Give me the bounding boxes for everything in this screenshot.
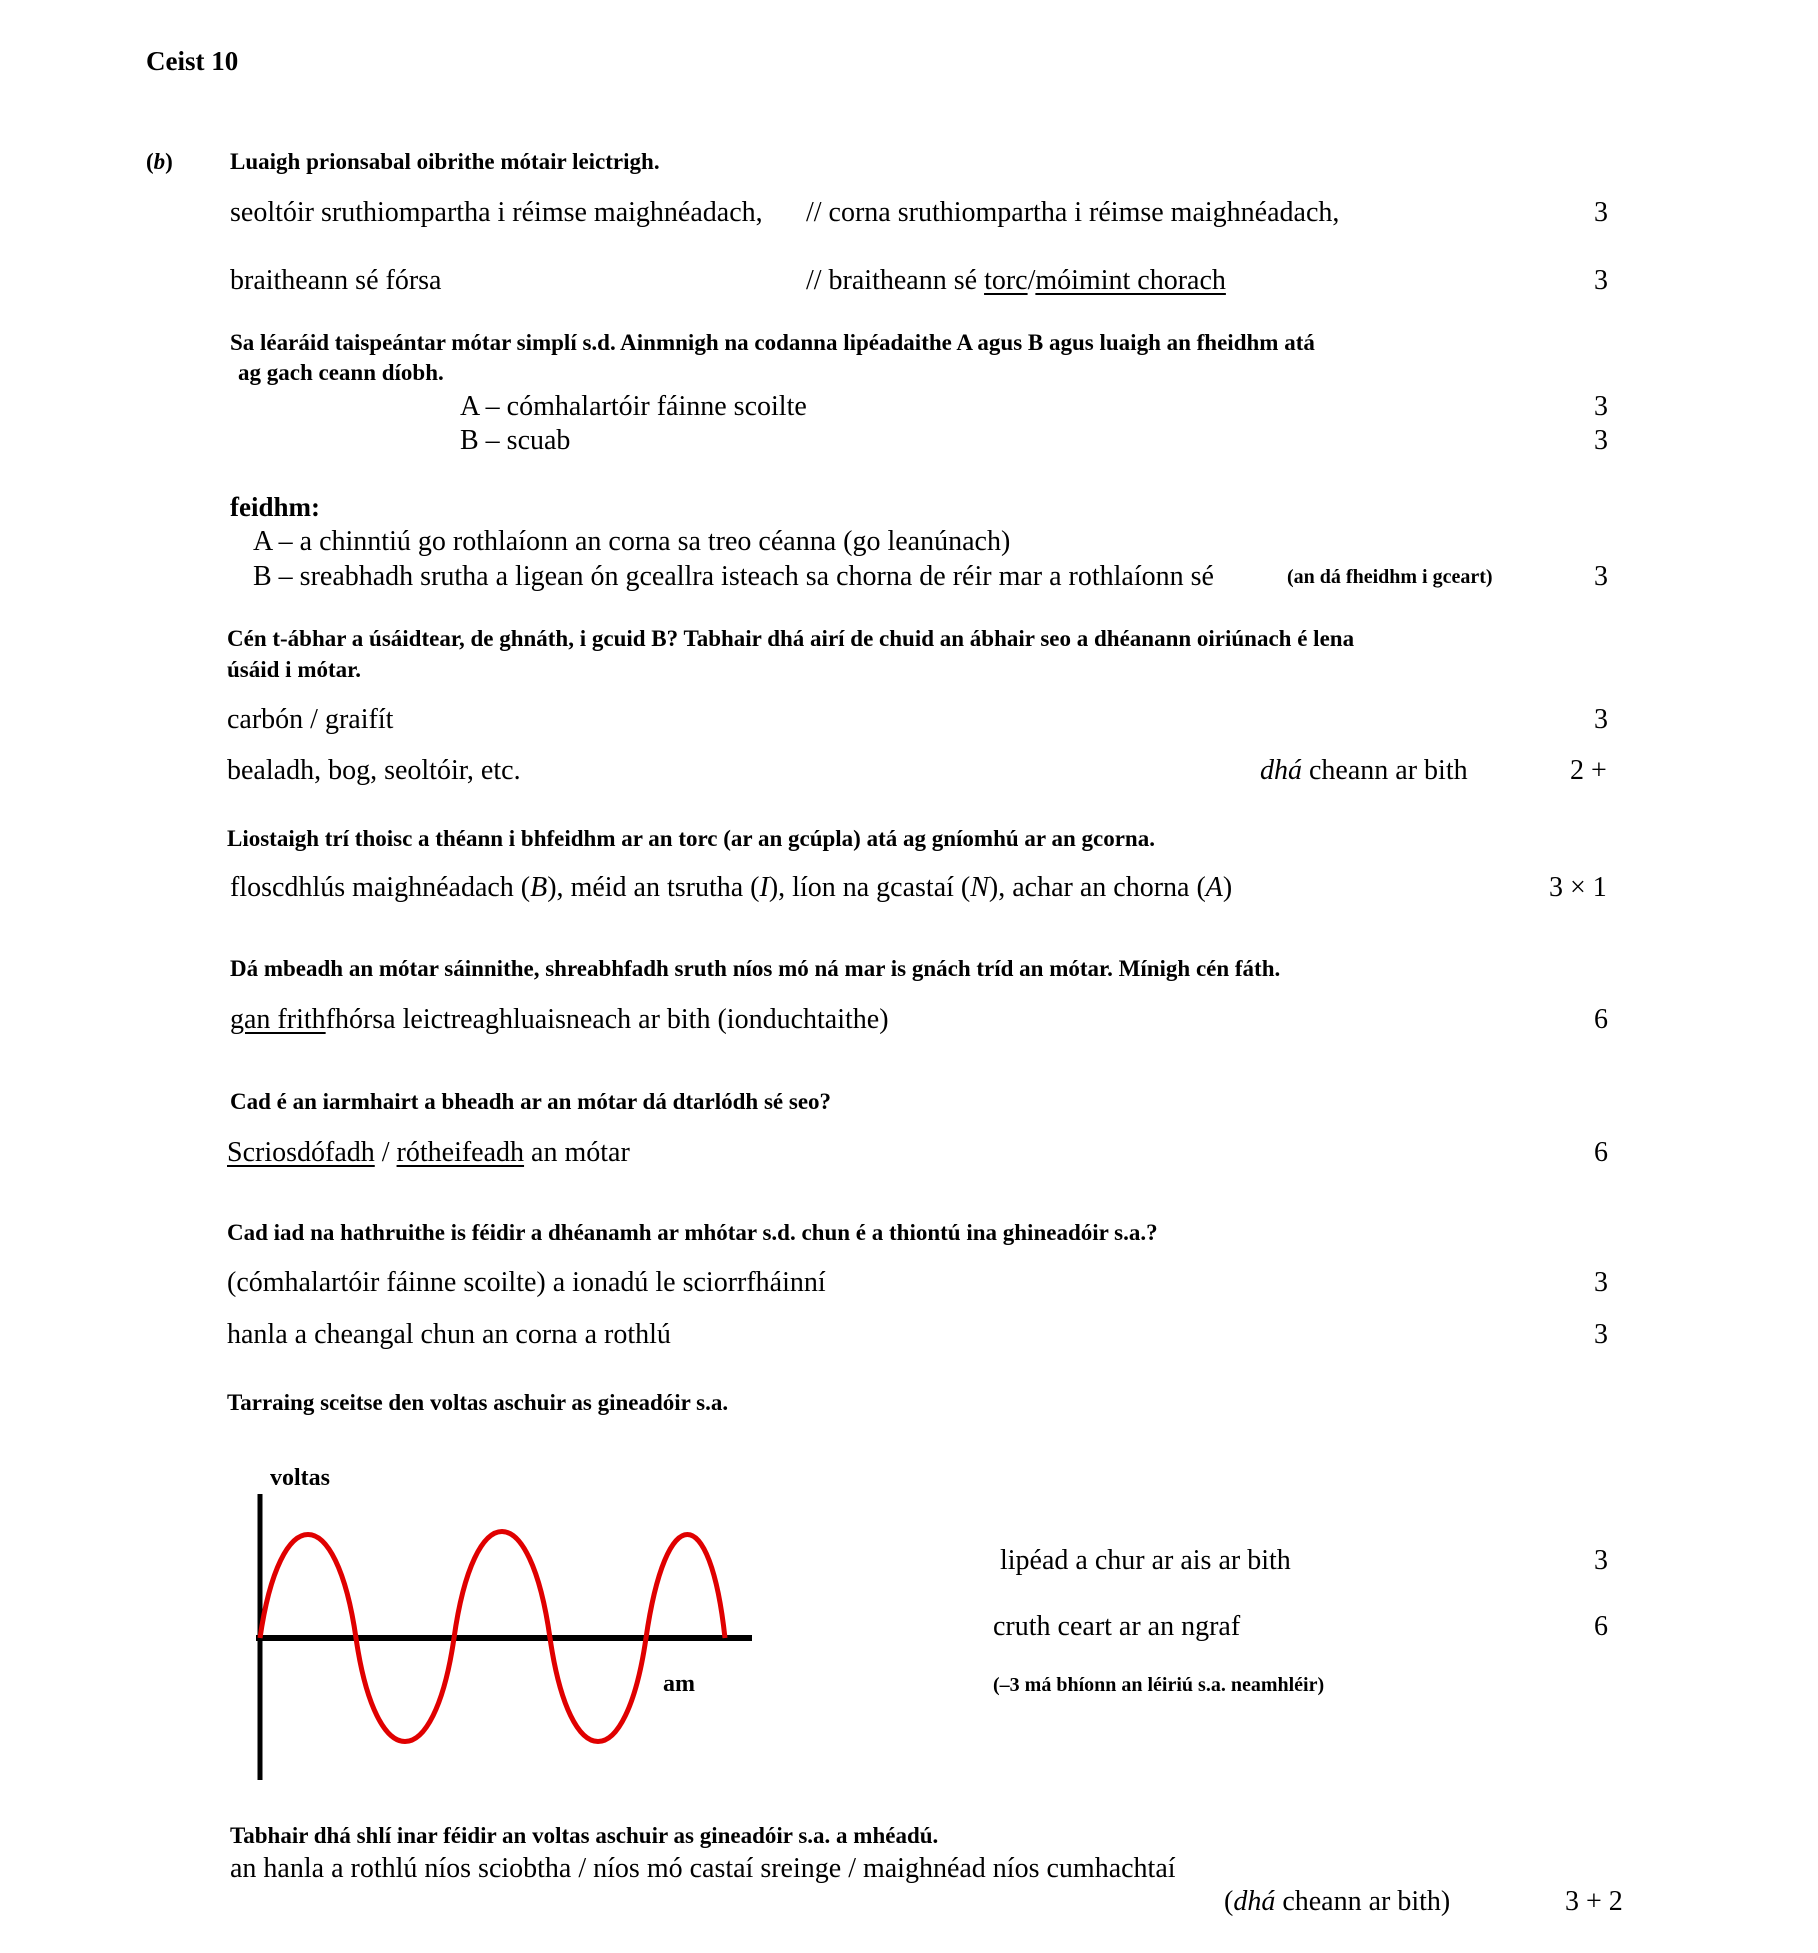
q9-answer: an hanla a rothlú níos sciobtha / níos mó castaí sreinge / maighnéad níos cumhachtaí	[230, 1853, 1176, 1884]
q7-answer1: (cómhalartóir fáinne scoilte) a ionadú le sciorrfháinní	[227, 1267, 826, 1298]
q4-part: floscdhlús maighnéadach (	[230, 872, 531, 903]
q6-answer	[227, 1139, 630, 1167]
q2-answer-b: B – scuab	[460, 425, 571, 456]
q9-note	[1224, 1888, 1450, 1916]
q2-function-note: (an dá fheidhm i gceart)	[1287, 566, 1493, 588]
q1-alt-prefix: // braitheann sé	[806, 265, 985, 296]
q4-part: líon na gcastaí (	[792, 872, 971, 903]
q6-answer-u2: rótheifeadh	[396, 1137, 525, 1168]
q5-prompt: Dá mbeadh an mótar sáinnithe, shreabhfadh sruth níos mó ná mar is gnách tríd an mótar. Mínigh cén fáth.	[230, 956, 1281, 981]
ac-voltage-graph	[240, 1450, 780, 1790]
q4-symbol: I	[759, 872, 769, 903]
q2-answer-a: A – cómhalartóir fáinne scoilte	[460, 391, 807, 422]
q9-mark: 3 + 2	[1565, 1886, 1623, 1917]
q5-mark: 6	[1594, 1004, 1608, 1035]
q3-prompt-line1: Cén t-ábhar a úsáidtear, de ghnáth, i gcuid B? Tabhair dhá airí de chuid an ábhair seo a dhéanann oiriúnach é lena	[227, 626, 1355, 651]
q2-function-b: B – sreabhadh srutha a ligean ón gceallra isteach sa chorna de réir mar a rothlaíonn sé	[253, 561, 1214, 592]
q1-alt-sep: /	[1027, 265, 1036, 296]
q8-mark1: 3	[1594, 1545, 1608, 1576]
q1-answer2-alt	[806, 267, 1226, 295]
x-axis-label: am	[663, 1671, 695, 1697]
q7-mark1: 3	[1594, 1267, 1608, 1298]
q1-mark2: 3	[1594, 265, 1608, 296]
q2-mark-a: 3	[1594, 391, 1608, 422]
q6-answer-sep: /	[374, 1137, 397, 1168]
q6-mark: 6	[1594, 1137, 1608, 1168]
q4-mark: 3 × 1	[1549, 872, 1607, 903]
q9-note-rest: cheann ar bith)	[1275, 1886, 1451, 1917]
q3-prompt-line2: úsáid i mótar.	[227, 657, 361, 682]
q9-note-italic: dhá	[1233, 1886, 1276, 1917]
part-label: (b)	[146, 149, 173, 174]
q1-answer1: seoltóir sruthiompartha i réimse maighnéadach,	[230, 197, 763, 228]
q4-part-end: ),	[988, 872, 1013, 903]
q6-answer-u1: Scriosdófadh	[227, 1137, 375, 1168]
q3-mark2: 2 +	[1570, 755, 1607, 786]
q2-function-mark: 3	[1594, 561, 1608, 592]
q5-answer-rest: fhórsa leictreaghluaisneach ar bith (ionduchtaithe)	[325, 1004, 889, 1035]
q3-note-rest: cheann ar bith	[1302, 755, 1468, 786]
q9-prompt: Tabhair dhá shlí inar féidir an voltas aschuir as gineadóir s.a. a mhéadú.	[230, 1823, 939, 1848]
q5-answer	[230, 1006, 889, 1034]
q4-symbol: A	[1205, 872, 1223, 903]
q6-answer-rest: an mótar	[524, 1137, 630, 1168]
q4-answer	[230, 874, 1232, 902]
q8-criteria1: lipéad a chur ar ais ar bith	[1000, 1545, 1291, 1576]
q2-prompt-line2: ag gach ceann díobh.	[238, 360, 444, 385]
q2-function-label: feidhm:	[230, 492, 320, 522]
part-letter: b	[153, 149, 166, 174]
q3-note-italic: dhá	[1260, 755, 1302, 786]
q1-answer1-alt: // corna sruthiompartha i réimse maighnéadach,	[806, 197, 1340, 228]
q3-mark1: 3	[1594, 704, 1608, 735]
q4-part-end: )	[1222, 872, 1233, 903]
q8-criteria2: cruth ceart ar an ngraf	[993, 1611, 1241, 1642]
q8-prompt: Tarraing sceitse den voltas aschuir as gineadóir s.a.	[227, 1390, 729, 1415]
q2-function-a: A – a chinntiú go rothlaíonn an corna sa treo céanna (go leanúnach)	[253, 526, 1011, 557]
q8-penalty: (–3 má bhíonn an léiriú s.a. neamhléir)	[993, 1674, 1325, 1696]
q3-answer2: bealadh, bog, seoltóir, etc.	[227, 755, 521, 786]
question-heading: Ceist 10	[146, 46, 239, 76]
q9-note-open: (	[1224, 1886, 1234, 1917]
q4-prompt: Liostaigh trí thoisc a théann i bhfeidhm ar an torc (ar an gcúpla) atá ag gníomhú ar an gcorna.	[227, 826, 1155, 851]
q5-answer-underlined: gan frith	[230, 1004, 326, 1035]
q1-mark1: 3	[1594, 197, 1608, 228]
q7-answer2: hanla a cheangal chun an corna a rothlú	[227, 1319, 671, 1350]
q2-mark-b: 3	[1594, 425, 1608, 456]
q3-answer1: carbón / graifít	[227, 704, 394, 735]
q1-answer2: braitheann sé fórsa	[230, 265, 442, 296]
q4-symbol: B	[530, 872, 548, 903]
q4-part-end: ),	[547, 872, 571, 903]
q4-part-end: ),	[768, 872, 793, 903]
q1-prompt: Luaigh prionsabal oibrithe mótair leictrigh.	[230, 149, 660, 174]
q7-prompt: Cad iad na hathruithe is féidir a dhéanamh ar mhótar s.d. chun é a thiontú ina ghineadóir s.a.?	[227, 1220, 1158, 1245]
q1-alt-torc: torc	[984, 265, 1028, 296]
y-axis-label: voltas	[270, 1465, 330, 1491]
q7-mark2: 3	[1594, 1319, 1608, 1350]
q6-prompt: Cad é an iarmhairt a bheadh ar an mótar dá dtarlódh sé seo?	[230, 1089, 832, 1114]
q3-answer2-note	[1260, 757, 1468, 785]
q1-alt-moimint: móimint chorach	[1035, 265, 1226, 296]
q8-mark2: 6	[1594, 1611, 1608, 1642]
q4-part: méid an tsrutha (	[570, 872, 760, 903]
q4-symbol: N	[970, 872, 989, 903]
q2-prompt-line1: Sa léaráid taispeántar mótar simplí s.d. Ainmnigh na codanna lipéadaithe A agus B agus luaigh an fheidhm atá	[230, 330, 1315, 355]
q4-part: achar an chorna (	[1012, 872, 1206, 903]
